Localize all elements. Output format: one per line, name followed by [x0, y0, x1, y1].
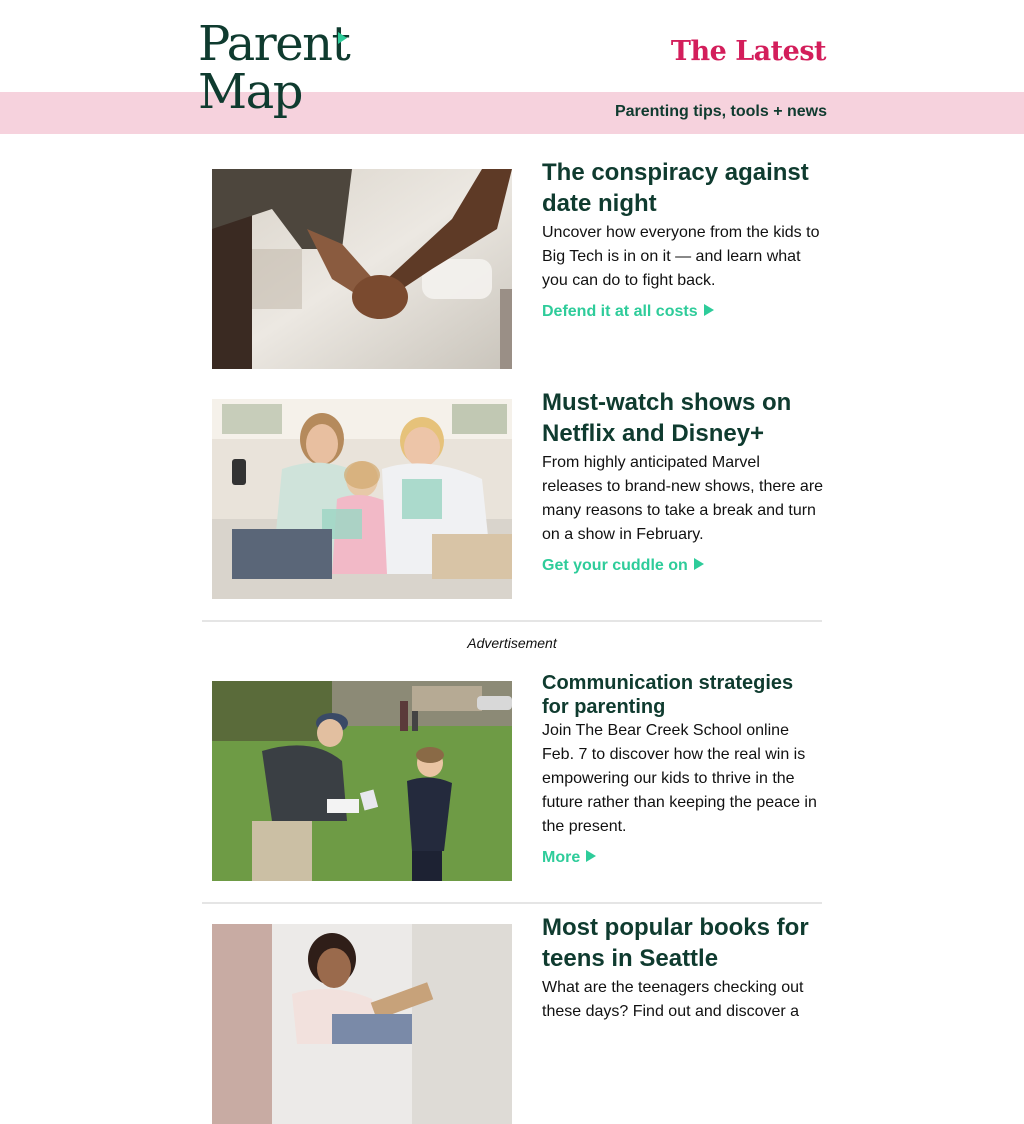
more-link[interactable] [542, 849, 596, 867]
family-watching-tv-image[interactable] [212, 399, 512, 599]
article-description: What are the teenagers checking out these days? Find out and discover a [542, 979, 804, 1020]
father-and-son-image[interactable] [212, 681, 512, 881]
play-arrow-icon [694, 558, 704, 570]
article-text [542, 672, 824, 867]
article-title[interactable]: The conspiracy against date night [542, 159, 809, 217]
section-title: The Latest [670, 36, 826, 67]
defend-it-link[interactable] [542, 303, 714, 321]
article-description: Join The Bear Creek School online Feb. 7 to discover how the real win is empowering our kids to thrive in the future rather than keeping the peace in the present. [542, 722, 817, 835]
article-title[interactable]: Communication strategies for parenting [542, 672, 794, 718]
logo-word-map: Map [198, 64, 302, 120]
divider [202, 902, 822, 904]
logo-word-parent: Parent [198, 16, 350, 72]
cta-label: Get your cuddle on [542, 557, 688, 574]
article-text [542, 159, 824, 321]
parentmap-logo[interactable] [198, 18, 358, 123]
article-title[interactable]: Most popular books for teens in Seattle [542, 914, 809, 972]
cta-label: More [542, 849, 581, 866]
tagline-band [0, 92, 1024, 134]
article-title[interactable]: Must-watch shows on Netflix and Disney+ [542, 389, 792, 447]
article-description: Uncover how everyone from the kids to Big Tech is in on it — and learn what you can do to fight back. [542, 224, 820, 289]
couple-holding-hands-image[interactable] [212, 169, 512, 369]
article-description: From highly anticipated Marvel releases to brand-new shows, there are many reasons to take a break and turn on a show in February. [542, 454, 824, 543]
tagline: Parenting tips, tools + news [614, 103, 827, 120]
article-text [542, 389, 824, 575]
article-text [542, 914, 824, 1024]
cta-label: Defend it at all costs [542, 303, 698, 320]
get-cuddle-link[interactable] [542, 557, 704, 575]
divider [202, 620, 822, 622]
play-icon [338, 32, 347, 44]
teen-reading-image[interactable] [212, 924, 512, 1124]
play-arrow-icon [704, 304, 714, 316]
play-arrow-icon [586, 850, 596, 862]
advertisement-label: Advertisement [467, 635, 557, 651]
